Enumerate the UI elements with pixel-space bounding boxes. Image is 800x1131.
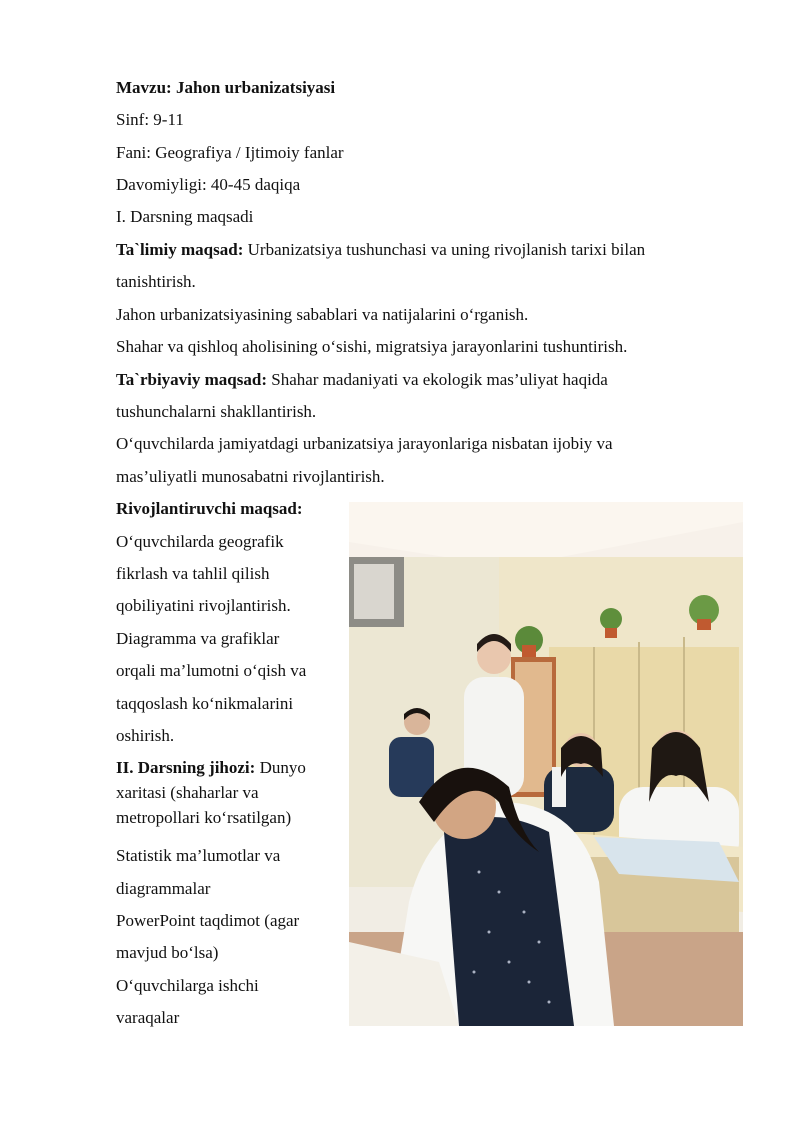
- developmental-line: O‘quvchilarda geografik: [116, 532, 284, 551]
- equipment-item: diagrammalar: [116, 879, 211, 898]
- equipment-item: mavjud bo‘lsa): [116, 943, 219, 962]
- educational-goal-text: Urbanizatsiya tushunchasi va uning rivojlanish tarixi bilan: [243, 240, 646, 259]
- equipment-label: II. Darsning jihozi:: [116, 758, 256, 777]
- duration-line: Davomiyligi: 40-45 daqiqa: [116, 175, 301, 194]
- educational-goal-line-3: Jahon urbanizatsiyasining sabablari va natijalarini o‘rganish.: [116, 305, 529, 324]
- upbringing-goal-line-3: O‘quvchilarda jamiyatdagi urbanizatsiya jarayonlariga nisbatan ijobiy va: [116, 434, 613, 453]
- educational-goal-line: [116, 240, 645, 260]
- developmental-line: oshirish.: [116, 726, 175, 745]
- section1-heading: I. Darsning maqsadi: [116, 207, 254, 226]
- equipment-item: Statistik ma’lumotlar va: [116, 846, 281, 865]
- equipment-line-3: metropollari ko‘rsatilgan): [116, 808, 292, 827]
- equipment-item: varaqalar: [116, 1008, 180, 1027]
- equipment-line: [116, 758, 306, 778]
- developmental-goal-label: Rivojlantiruvchi maqsad:: [116, 499, 303, 518]
- educational-goal-line-2: tanishtirish.: [116, 272, 196, 291]
- educational-goal-line-4: Shahar va qishloq aholisining o‘sishi, migratsiya jarayonlarini tushuntirish.: [116, 337, 628, 356]
- upbringing-goal-line-4: mas’uliyatli munosabatni rivojlantirish.: [116, 467, 385, 486]
- classroom-photo: [349, 502, 743, 1026]
- topic-line: Mavzu: Jahon urbanizatsiyasi: [116, 78, 336, 97]
- equipment-line-2: xaritasi (shaharlar va: [116, 783, 259, 802]
- developmental-line: qobiliyatini rivojlantirish.: [116, 596, 291, 615]
- developmental-line: fikrlash va tahlil qilish: [116, 564, 270, 583]
- developmental-line: Diagramma va grafiklar: [116, 629, 280, 648]
- equipment-text: Dunyo: [255, 758, 306, 777]
- upbringing-goal-text: Shahar madaniyati va ekologik mas’uliyat haqida: [266, 370, 608, 389]
- educational-goal-label: Ta`limiy maqsad:: [116, 240, 244, 259]
- equipment-item: PowerPoint taqdimot (agar: [116, 911, 300, 930]
- developmental-line: taqqoslash ko‘nikmalarini: [116, 694, 294, 713]
- upbringing-goal-line-2: tushunchalarni shakllantirish.: [116, 402, 317, 421]
- developmental-line: orqali ma’lumotni o‘qish va: [116, 661, 307, 680]
- upbringing-goal-label: Ta`rbiyaviy maqsad:: [116, 370, 267, 389]
- grade-line: Sinf: 9-11: [116, 110, 184, 129]
- subject-line: Fani: Geografiya / Ijtimoiy fanlar: [116, 143, 344, 162]
- equipment-item: O‘quvchilarga ishchi: [116, 976, 259, 995]
- upbringing-goal-line: [116, 370, 608, 390]
